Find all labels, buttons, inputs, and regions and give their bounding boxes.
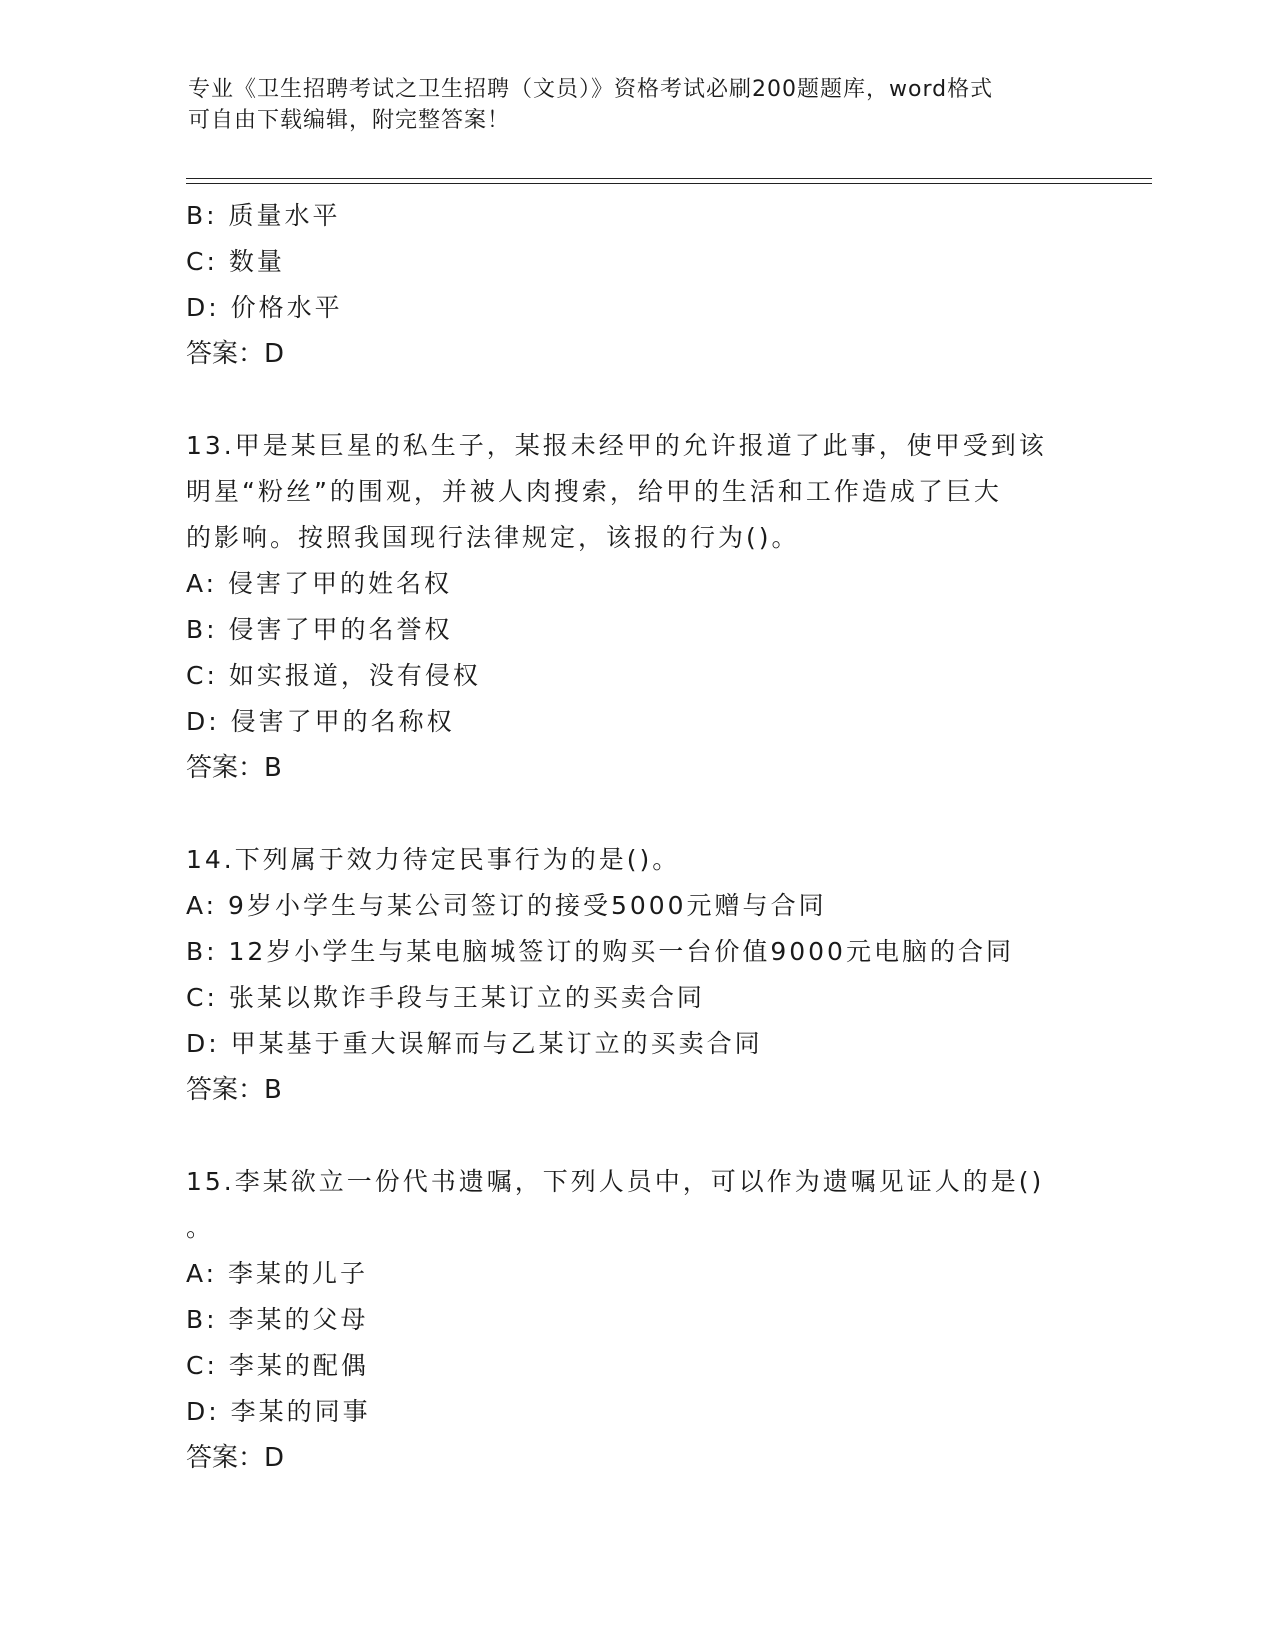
header-divider-bottom (186, 183, 1152, 184)
question-stem-line: 。 (186, 1213, 215, 1242)
option-d: D: 李某的同事 (186, 1397, 371, 1426)
spacer (186, 1113, 1086, 1159)
header-line-1: 专业《卫生招聘考试之卫生招聘（文员）》资格考试必刷200题题库，word格式 (188, 77, 994, 102)
answer-line: 答案：D (186, 1443, 285, 1473)
option-c: C: 数量 (186, 247, 285, 276)
question-stem-line: 的影响。按照我国现行法律规定，该报的行为()。 (186, 523, 800, 552)
option-b: B: 李某的父母 (186, 1305, 369, 1334)
answer-line: 答案：B (186, 1075, 282, 1105)
option-c: C: 如实报道，没有侵权 (186, 661, 481, 690)
question-stem-line: 13.甲是某巨星的私生子，某报未经甲的允许报道了此事，使甲受到该 (186, 431, 1047, 460)
header-line-2: 可自由下载编辑，附完整答案！ (188, 108, 511, 133)
option-d: D: 侵害了甲的名称权 (186, 707, 455, 736)
option-b: B: 质量水平 (186, 201, 341, 230)
option-d: D: 甲某基于重大误解而与乙某订立的买卖合同 (186, 1029, 763, 1058)
question-stem-line: 14.下列属于效力待定民事行为的是()。 (186, 845, 681, 874)
question-stem-line: 明星“粉丝”的围观，并被人肉搜索，给甲的生活和工作造成了巨大 (186, 477, 1002, 506)
option-a: A: 李某的儿子 (186, 1259, 369, 1288)
option-c: C: 李某的配偶 (186, 1351, 369, 1380)
option-a: A: 9岁小学生与某公司签订的接受5000元赠与合同 (186, 891, 827, 920)
question-14 (186, 837, 1086, 1113)
option-b: B: 侵害了甲的名誉权 (186, 615, 453, 644)
answer-line: 答案：B (186, 753, 282, 783)
question-15 (186, 1159, 1086, 1481)
page-header (188, 74, 1068, 136)
header-divider-top (186, 178, 1152, 179)
answer-line: 答案：D (186, 339, 285, 369)
option-c: C: 张某以欺诈手段与王某订立的买卖合同 (186, 983, 705, 1012)
spacer (186, 377, 1086, 423)
question-12-tail (186, 193, 1086, 377)
spacer (186, 791, 1086, 837)
option-d: D: 价格水平 (186, 293, 343, 322)
option-b: B: 12岁小学生与某电脑城签订的购买一台价值9000元电脑的合同 (186, 937, 1014, 966)
question-stem-line: 15.李某欲立一份代书遗嘱，下列人员中，可以作为遗嘱见证人的是() (186, 1167, 1045, 1196)
question-content (186, 193, 1086, 1481)
question-13 (186, 423, 1086, 791)
option-a: A: 侵害了甲的姓名权 (186, 569, 453, 598)
